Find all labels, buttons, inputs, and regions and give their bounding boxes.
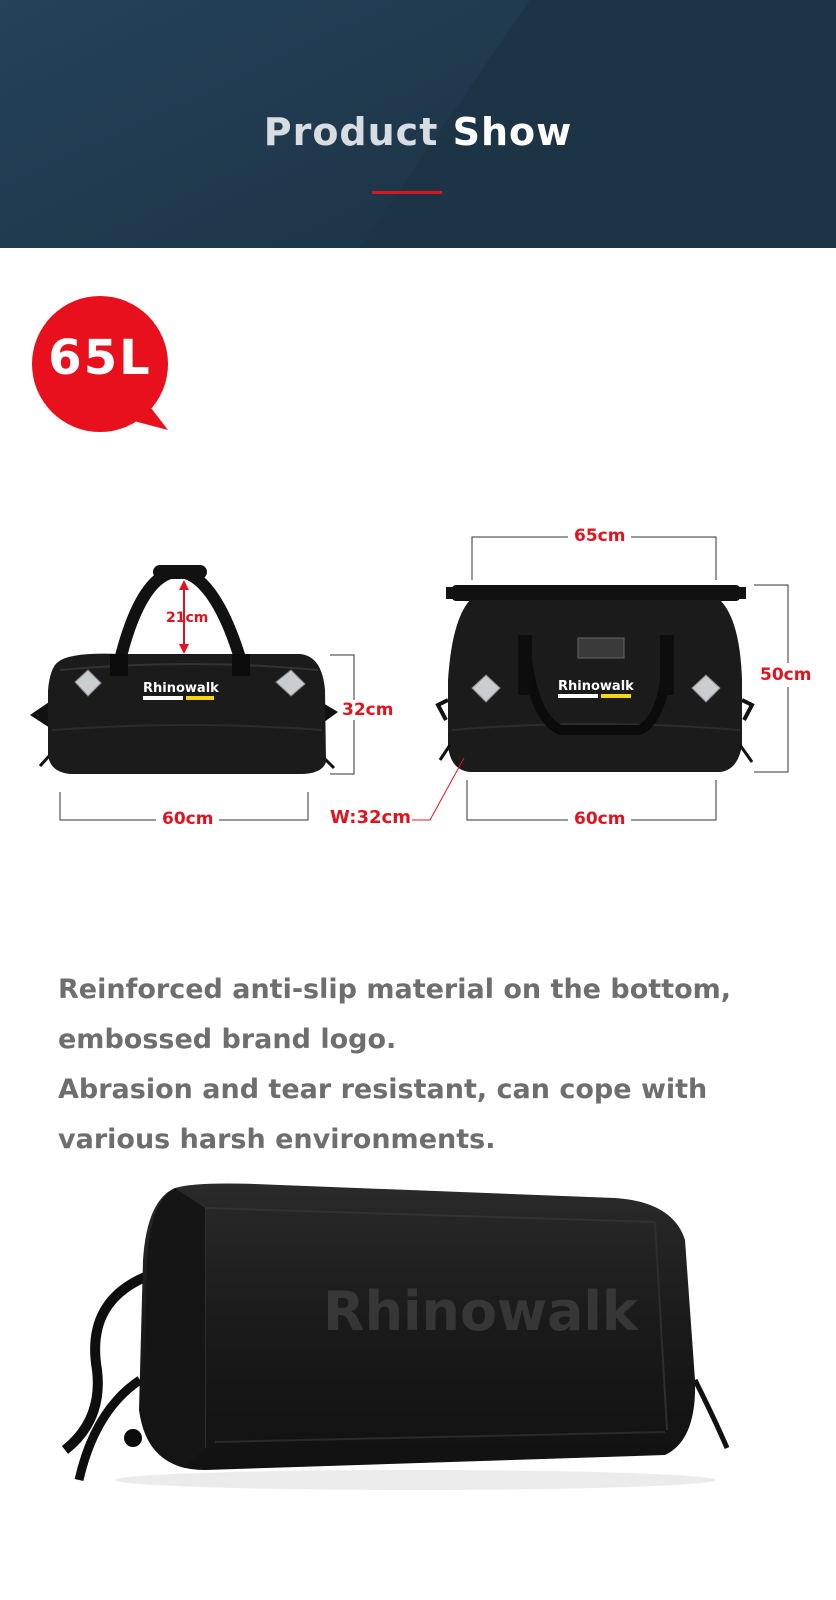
page-title xyxy=(0,110,836,154)
front-view-logo: Rhinowalk xyxy=(558,679,634,694)
side-height-label: 32cm xyxy=(342,700,394,720)
header-banner xyxy=(0,0,836,248)
embossed-logo: Rhinowalk xyxy=(323,1280,638,1343)
front-view-bag xyxy=(438,585,752,772)
title-underline xyxy=(372,191,442,194)
side-view-logo: Rhinowalk xyxy=(143,681,219,696)
description-line-2: embossed brand logo. xyxy=(58,1024,397,1055)
description-line-3: Abrasion and tear resistant, can cope with xyxy=(58,1074,708,1105)
description-line-1: Reinforced anti-slip material on the bottom, xyxy=(58,974,732,1005)
front-height-label: 50cm xyxy=(760,665,812,685)
feature-description xyxy=(58,965,798,1165)
title-word-1: Product xyxy=(263,110,439,154)
description-line-4: various harsh environments. xyxy=(58,1124,496,1155)
title-word-2: Show xyxy=(452,110,573,154)
front-bottom-width-label: 60cm xyxy=(568,809,631,829)
bag-drawings xyxy=(0,530,836,860)
width-label: W:32cm xyxy=(330,807,411,828)
dimension-diagram xyxy=(0,526,836,860)
handle-height-label: 21cm xyxy=(166,610,209,626)
side-length-label: 60cm xyxy=(156,809,219,829)
capacity-badge-label: 65L xyxy=(48,330,152,386)
bag-bottom-photo xyxy=(55,1180,755,1510)
width-leader-line xyxy=(412,758,464,820)
front-top-width-label: 65cm xyxy=(568,526,631,546)
